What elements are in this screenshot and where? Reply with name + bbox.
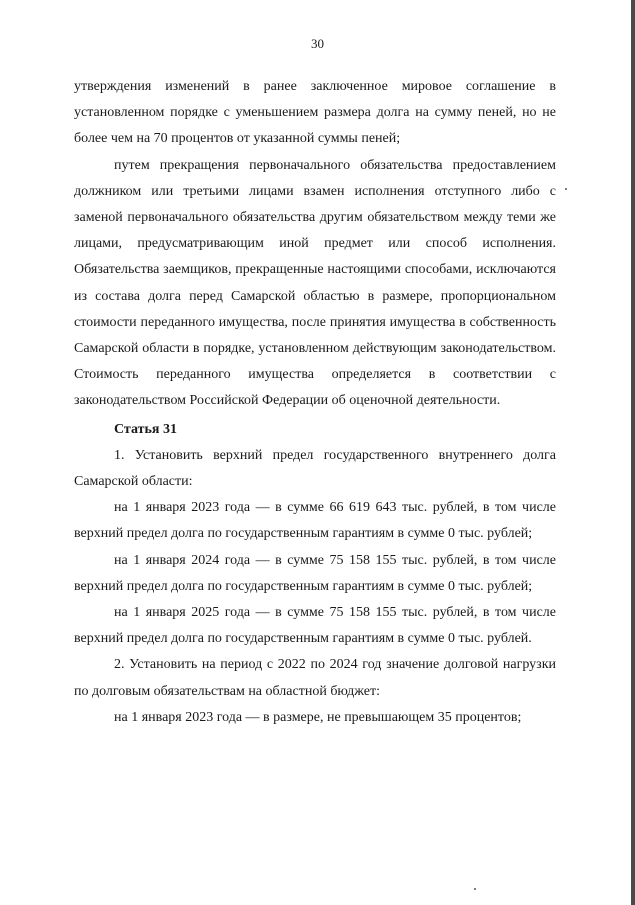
scan-edge-shadow — [631, 0, 635, 905]
paragraph-debt-limit-intro: 1. Установить верхний предел государственного внутреннего долга Самарской области: — [74, 447, 556, 490]
paragraph-debt-limit-2024: на 1 января 2024 года — в сумме 75 158 155 тыс. рублей, в том числе верхний предел долга по государственным гарантиям в сумме 0 тыс. рублей; — [74, 552, 556, 594]
paragraph-continuation: утверждения изменений в ранее заключенное мировое соглашение в установленном порядке с уменьшением размера долга на сумму пеней, но не более чем на 70 процентов от указанной суммы пеней; — [74, 79, 556, 147]
document-body — [74, 74, 556, 731]
page-number: 30 — [311, 36, 324, 51]
paragraph-debt-limit-2023: на 1 января 2023 года — в сумме 66 619 643 тыс. рублей, в том числе верхний предел долга по государственным гарантиям в сумме 0 тыс. рублей; — [74, 500, 556, 542]
paragraph-debt-load-2023: на 1 января 2023 года — в размере, не превышающем 35 процентов; — [114, 709, 522, 725]
article-heading: Статья 31 — [114, 421, 177, 437]
paragraph-debt-load-intro: 2. Установить на период с 2022 по 2024 год значение долговой нагрузки по долговым обязательствам на областной бюджет: — [74, 657, 556, 699]
paragraph-replacement-obligation: путем прекращения первоначального обязательства предоставлением должником или третьими лицами взамен исполнения отступного либо с заменой первоначального обязательства другим обязательством между теми же лицами, предусматривающим иной предмет или способ исполнения. Обязательства заемщиков, прекращенные настоящими способами, исключаются из состава долга перед Самарской областью в размере, пропорциональном стоимости переданного имущества, после принятия имущества в собственность Самарской области в порядке, установленном действующим законодательством. Стоимость переданного имущества определяется в соответствии с законодательством Российской Федерации об оценочной деятельности. — [74, 157, 556, 409]
scan-speck — [474, 888, 476, 890]
scan-speck — [565, 188, 567, 190]
paragraph-debt-limit-2025: на 1 января 2025 года — в сумме 75 158 155 тыс. рублей, в том числе верхний предел долга по государственным гарантиям в сумме 0 тыс. рублей. — [74, 605, 556, 647]
